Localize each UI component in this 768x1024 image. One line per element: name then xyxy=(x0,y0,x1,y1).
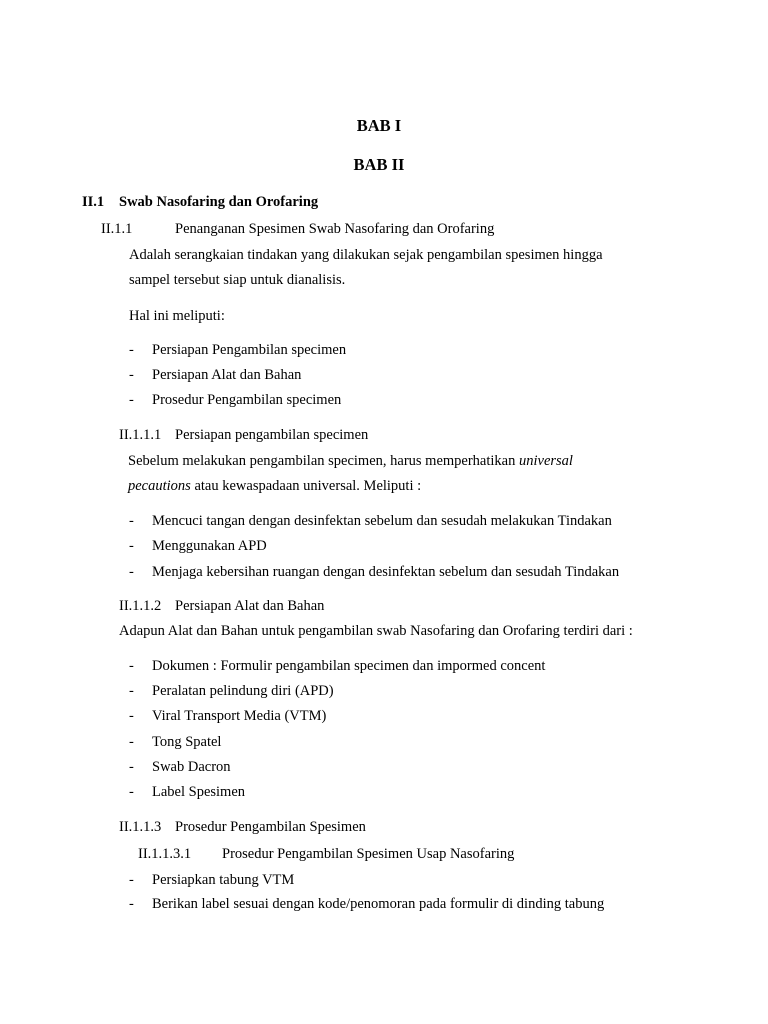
paragraph-line: sampel tersebut siap untuk dianalisis. xyxy=(129,272,346,288)
bullet-dash: - xyxy=(129,784,134,800)
subsubsection-title: Persiapan pengambilan specimen xyxy=(175,427,369,443)
paragraph-intro: Hal ini meliputi: xyxy=(129,308,225,324)
paragraph-line xyxy=(128,454,573,469)
heading-bab-2: BAB II xyxy=(353,155,405,174)
list-item: Menggunakan APD xyxy=(152,538,267,554)
section-title: Swab Nasofaring dan Orofaring xyxy=(119,194,319,210)
bullet-dash: - xyxy=(129,658,134,674)
heading-bab-1: BAB I xyxy=(356,116,402,135)
subsubsection-number: II.1.1.1 xyxy=(119,427,162,443)
section-number: II.1 xyxy=(82,194,105,210)
list-item: Persiapan Alat dan Bahan xyxy=(152,367,302,383)
list-item: Tong Spatel xyxy=(152,734,222,750)
paragraph-line xyxy=(128,479,421,494)
paragraph-text: Sebelum melakukan pengambilan specimen, harus memperhatikan xyxy=(128,453,519,469)
bullet-dash: - xyxy=(129,896,134,912)
bullet-dash: - xyxy=(129,538,134,554)
list-item: Peralatan pelindung diri (APD) xyxy=(152,683,334,699)
bullet-dash: - xyxy=(129,734,134,750)
subsubsection-number: II.1.1.2 xyxy=(119,598,162,614)
list-item: Swab Dacron xyxy=(152,759,231,775)
subsection-number: II.1.1 xyxy=(101,221,133,237)
subsubsubsection-title: Prosedur Pengambilan Spesimen Usap Nasofaring xyxy=(222,846,515,862)
list-item: Dokumen : Formulir pengambilan specimen dan impormed concent xyxy=(152,658,546,674)
subsubsubsection-number: II.1.1.3.1 xyxy=(138,846,192,862)
list-item: Prosedur Pengambilan specimen xyxy=(152,392,342,408)
list-item: Viral Transport Media (VTM) xyxy=(152,708,327,724)
list-item: Label Spesimen xyxy=(152,784,246,800)
paragraph-line: Adalah serangkaian tindakan yang dilakukan sejak pengambilan spesimen hingga xyxy=(129,247,603,263)
bullet-dash: - xyxy=(129,564,134,580)
list-item: Berikan label sesuai dengan kode/penomoran pada formulir di dinding tabung xyxy=(152,896,605,912)
bullet-dash: - xyxy=(129,392,134,408)
paragraph-italic: pecautions xyxy=(128,478,191,494)
list-item: Persiapan Pengambilan specimen xyxy=(152,342,347,358)
bullet-dash: - xyxy=(129,759,134,775)
bullet-dash: - xyxy=(129,683,134,699)
subsection-title: Penanganan Spesimen Swab Nasofaring dan Orofaring xyxy=(175,221,495,237)
bullet-dash: - xyxy=(129,708,134,724)
list-item: Menjaga kebersihan ruangan dengan desinfektan sebelum dan sesudah Tindakan xyxy=(152,564,620,580)
bullet-dash: - xyxy=(129,513,134,529)
paragraph-text: atau kewaspadaan universal. Meliputi : xyxy=(190,478,422,494)
paragraph-italic: universal xyxy=(518,453,573,469)
subsubsection-number: II.1.1.3 xyxy=(119,819,162,835)
subsubsection-title: Persiapan Alat dan Bahan xyxy=(175,598,325,614)
bullet-dash: - xyxy=(129,367,134,383)
bullet-dash: - xyxy=(129,872,134,888)
subsubsection-title: Prosedur Pengambilan Spesimen xyxy=(175,819,366,835)
list-item: Mencuci tangan dengan desinfektan sebelum dan sesudah melakukan Tindakan xyxy=(152,513,612,529)
paragraph-intro: Adapun Alat dan Bahan untuk pengambilan swab Nasofaring dan Orofaring terdiri dari : xyxy=(119,623,633,639)
list-item: Persiapkan tabung VTM xyxy=(152,872,295,888)
bullet-dash: - xyxy=(129,342,134,358)
